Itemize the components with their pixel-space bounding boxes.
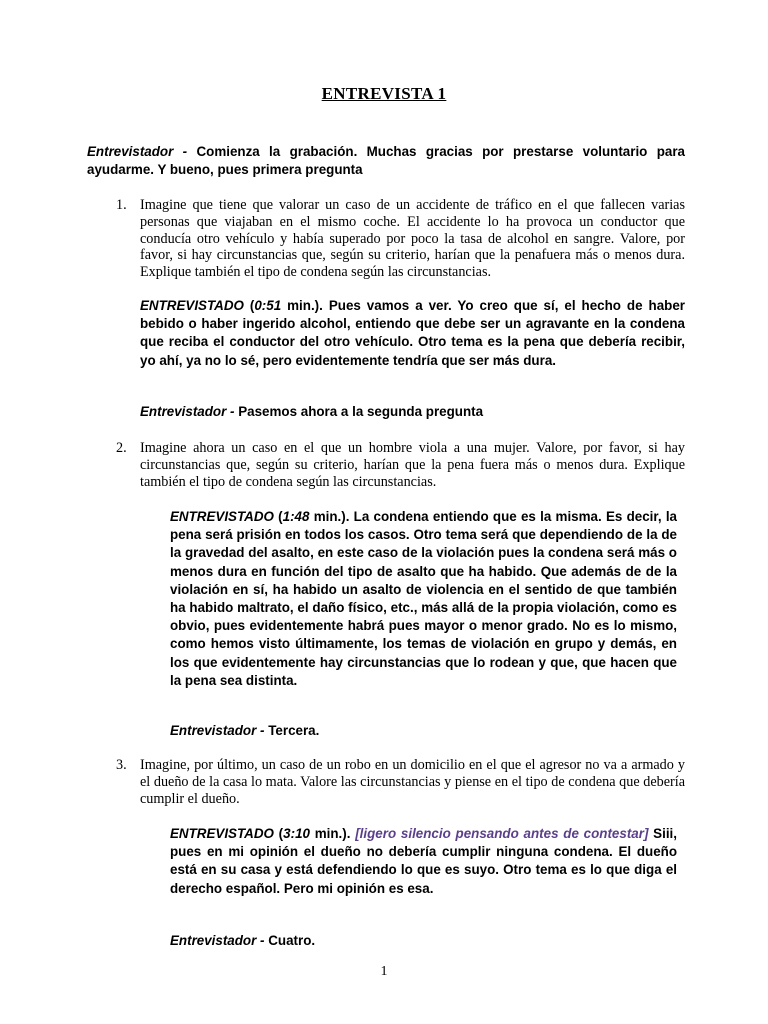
followup-text: Cuatro. [264, 933, 316, 948]
answer-speaker: ENTREVISTADO [170, 826, 274, 841]
answer-text: Siii, pues en mi opinión el dueño no debería cumplir ninguna condena. El dueño está en su casa y está defendiendo lo que es suyo. Otro tema es lo que diga el derecho español. Pero mi opinión es esa. [170, 826, 678, 896]
question-number: 1. [116, 197, 127, 213]
answer-speaker: ENTREVISTADO [140, 298, 244, 313]
question-text: Imagine que tiene que valorar un caso de un accidente de tráfico en el que fallecen varias personas que viajaban en el mismo coche. El accidente lo ha provoca un conductor que conducía otro vehículo y había superado por poco la tasa de alcohol en sangre. Valore, por favor, si hay circunstancias que, según su criterio, harían que la penafuera más o menos dura. Explique también el tipo de condena según las circunstancias. [140, 197, 685, 281]
answer-text: La condena entiendo que es la misma. Es decir, la pena será prisión en todos los casos. Otro tema será que dependiendo de la de la gravedad del asalto, en este caso de la violación pues la condena será más o menos dura en función del tipo de asalto que ha habido. Que además de de la violación en sí, ha habido un asalto de violencia en el sentido de que también ha habido maltrato, el daño físico, etc., más allá de la propia violación, como es obvio, pues evidentemente habrá pues mayor o menor grado. No es lo mismo, como hemos visto últimamente, los temas de violación en grupo y demás, en los que evidentemente hay circunstancias que lo rodean y que, que hacen que la pena sea distinta. [170, 509, 677, 688]
interviewer-followup [140, 403, 685, 421]
answer-note: [ligero silencio pensando antes de contestar] [350, 826, 649, 841]
answer-text: Pues vamos a ver. Yo creo que sí, el hecho de haber bebido o haber ingerido alcohol, entiendo que debe ser un agravante en la condena que reciba el conductor del otro vehículo. Otro tema es la pena que debería recibir, yo ahí, ya no lo sé, pero evidentemente tendría que ser más dura. [140, 298, 685, 368]
question-text: Imagine, por último, un caso de un robo en un domicilio en el que el agresor no va a armado y el dueño de la casa lo mata. Valore las circunstancias y piense en el tipo de condena que debería cumplir el dueño. [140, 757, 685, 807]
interviewee-answer: ENTREVISTADO (1:48 min.). La condena entiendo que es la misma. Es decir, la pena será prisión en todos los casos. Otro tema será que dependiendo de la de la gravedad del asalto, en este caso de la violación pues la condena será más o menos dura en función del tipo de asalto que ha habido. Que además de de la violación en sí, ha habido un asalto de violencia en el sentido de que también ha habido maltrato, el daño físico, etc., más allá de la propia violación, como es obvio, pues evidentemente habrá pues mayor o menor grado. No es lo mismo, como hemos visto últimamente, los temas de violación en grupo y demás, en los que evidentemente hay circunstancias que lo rodean y que, que hacen que la pena sea distinta. [170, 509, 677, 688]
answer-time: 0:51 [254, 298, 282, 313]
followup-speaker: Entrevistador - [140, 404, 235, 419]
intro-text: Comienza la grabación. Muchas gracias por prestarse voluntario para ayudarme. Y bueno, pues primera pregunta [87, 144, 685, 178]
intro-paragraph [87, 143, 685, 179]
followup-text: Tercera. [264, 723, 320, 738]
interviewer-followup [170, 722, 677, 740]
interviewer-followup [170, 932, 677, 950]
question-number: 2. [116, 440, 127, 456]
interviewee-answer: ENTREVISTADO (3:10 min.). [ligero silencio pensando antes de contestar] Siii, pues en mi opinión el dueño no debería cumplir ninguna condena. El dueño está en su casa y está defendiendo lo que es suyo. Otro tema es lo que diga el derecho español. Pero mi opinión es esa. [170, 826, 678, 896]
answer-speaker: ENTREVISTADO [170, 509, 274, 524]
answer-time: 1:48 [282, 509, 310, 524]
interviewee-answer: ENTREVISTADO (0:51 min.). Pues vamos a ver. Yo creo que sí, el hecho de haber bebido o haber ingerido alcohol, entiendo que debe ser un agravante en la condena que reciba el conductor del otro vehículo. Otro tema es la pena que debería recibir, yo ahí, ya no lo sé, pero evidentemente tendría que ser más dura. [140, 298, 685, 368]
intro-speaker: Entrevistador - [87, 144, 188, 159]
question-number: 3. [116, 757, 127, 773]
page-title: ENTREVISTA 1 [321, 84, 447, 103]
followup-speaker: Entrevistador - [170, 933, 265, 948]
page-number: 1 [380, 964, 388, 979]
followup-speaker: Entrevistador - [170, 723, 265, 738]
followup-text: Pasemos ahora a la segunda pregunta [234, 404, 484, 419]
answer-time: 3:10 [283, 826, 310, 841]
question-text: Imagine ahora un caso en el que un hombre viola a una mujer. Valore, por favor, si hay circunstancias que, según su criterio, harían que la pena fuera más o menos dura. Explique también el tipo de condena según las circunstancias. [140, 440, 685, 490]
